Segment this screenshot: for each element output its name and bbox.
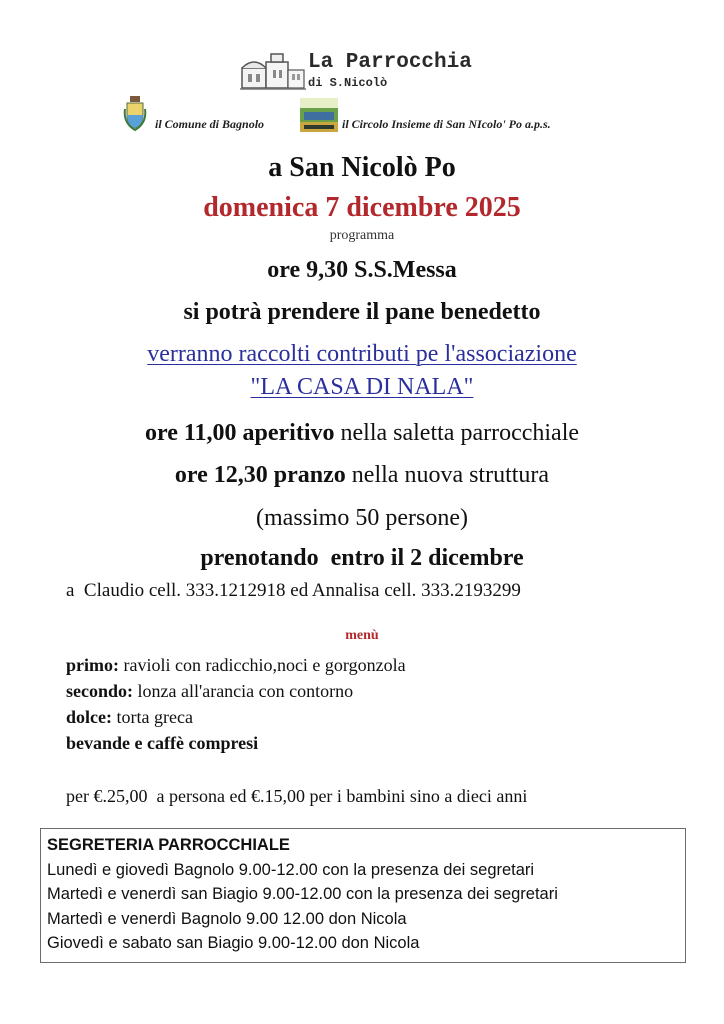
parish-office-box bbox=[40, 828, 686, 963]
parish-logo-title: La Parrocchia bbox=[308, 51, 472, 74]
event-place: a San Nicolò Po bbox=[268, 152, 456, 183]
menu-item bbox=[66, 730, 406, 756]
office-hours-row: Martedì e venerdì Bagnolo 9.00 12.00 don Nicola bbox=[47, 909, 407, 928]
pranzo-line bbox=[0, 462, 724, 489]
municipal-coat-of-arms-icon bbox=[123, 95, 147, 131]
circolo-logo-icon bbox=[300, 98, 338, 132]
sponsors-row bbox=[120, 95, 600, 135]
sponsor-circolo: il Circolo Insieme di San NIcolo' Po a.p.s. bbox=[342, 117, 551, 131]
pranzo-location: nella nuova struttura bbox=[345, 462, 550, 488]
office-title: SEGRETERIA PARROCCHIALE bbox=[47, 836, 290, 854]
menu-item-label: secondo: bbox=[66, 681, 133, 701]
aperitivo-time: ore 11,00 aperitivo bbox=[144, 420, 335, 446]
menu-item-text: ravioli con radicchio,noci e gorgonzola bbox=[119, 655, 406, 675]
church-building-icon bbox=[240, 52, 306, 92]
parish-logo-subtitle: di S.Nicolò bbox=[308, 76, 388, 90]
menu-item-label: dolce: bbox=[66, 707, 112, 727]
menu-list bbox=[66, 652, 406, 756]
office-hours-row: Giovedì e sabato san Biagio 9.00-12.00 don Nicola bbox=[47, 934, 420, 952]
pranzo-time: ore 12,30 pranzo bbox=[174, 462, 346, 488]
menu-item-text: lonza all'arancia con contorno bbox=[133, 681, 354, 701]
blessed-bread-note: si potrà prendere il pane benedetto bbox=[183, 299, 541, 325]
aperitivo-location: nella saletta parrocchiale bbox=[334, 420, 580, 446]
menu-item bbox=[66, 678, 406, 704]
program-label: programma bbox=[329, 228, 395, 243]
menu-item bbox=[66, 704, 406, 730]
booking-deadline: prenotando entro il 2 dicembre bbox=[200, 545, 524, 571]
sponsor-comune: il Comune di Bagnolo bbox=[155, 117, 265, 131]
aperitivo-line bbox=[0, 420, 724, 447]
parish-logo bbox=[240, 48, 500, 96]
menu-title: menù bbox=[345, 628, 379, 643]
max-people: (massimo 50 persone) bbox=[256, 505, 468, 531]
booking-contacts: a Claudio cell. 333.1212918 ed Annalisa cell. 333.2193299 bbox=[66, 580, 521, 601]
office-hours-row: Lunedì e giovedì Bagnolo 9.00-12.00 con la presenza dei segretari bbox=[47, 860, 535, 879]
office-hours-row: Martedì e venerdì san Biagio 9.00-12.00 con la presenza dei segretari bbox=[47, 885, 558, 903]
mass-time: ore 9,30 S.S.Messa bbox=[267, 257, 457, 283]
menu-item-text: torta greca bbox=[111, 707, 193, 727]
contributions-note bbox=[0, 341, 724, 368]
association-link[interactable]: "LA CASA DI NALA" bbox=[250, 374, 474, 400]
price-info: per €.25,00 a persona ed €.15,00 per i bambini sino a dieci anni bbox=[66, 786, 528, 806]
association-name-row bbox=[0, 374, 724, 401]
menu-item-label: primo: bbox=[66, 655, 119, 675]
menu-item bbox=[66, 652, 406, 678]
contributions-link[interactable]: verranno raccolti contributi pe l'associazione bbox=[147, 341, 577, 367]
menu-item-label: bevande e caffè compresi bbox=[66, 733, 259, 753]
event-date: domenica 7 dicembre 2025 bbox=[203, 192, 521, 223]
